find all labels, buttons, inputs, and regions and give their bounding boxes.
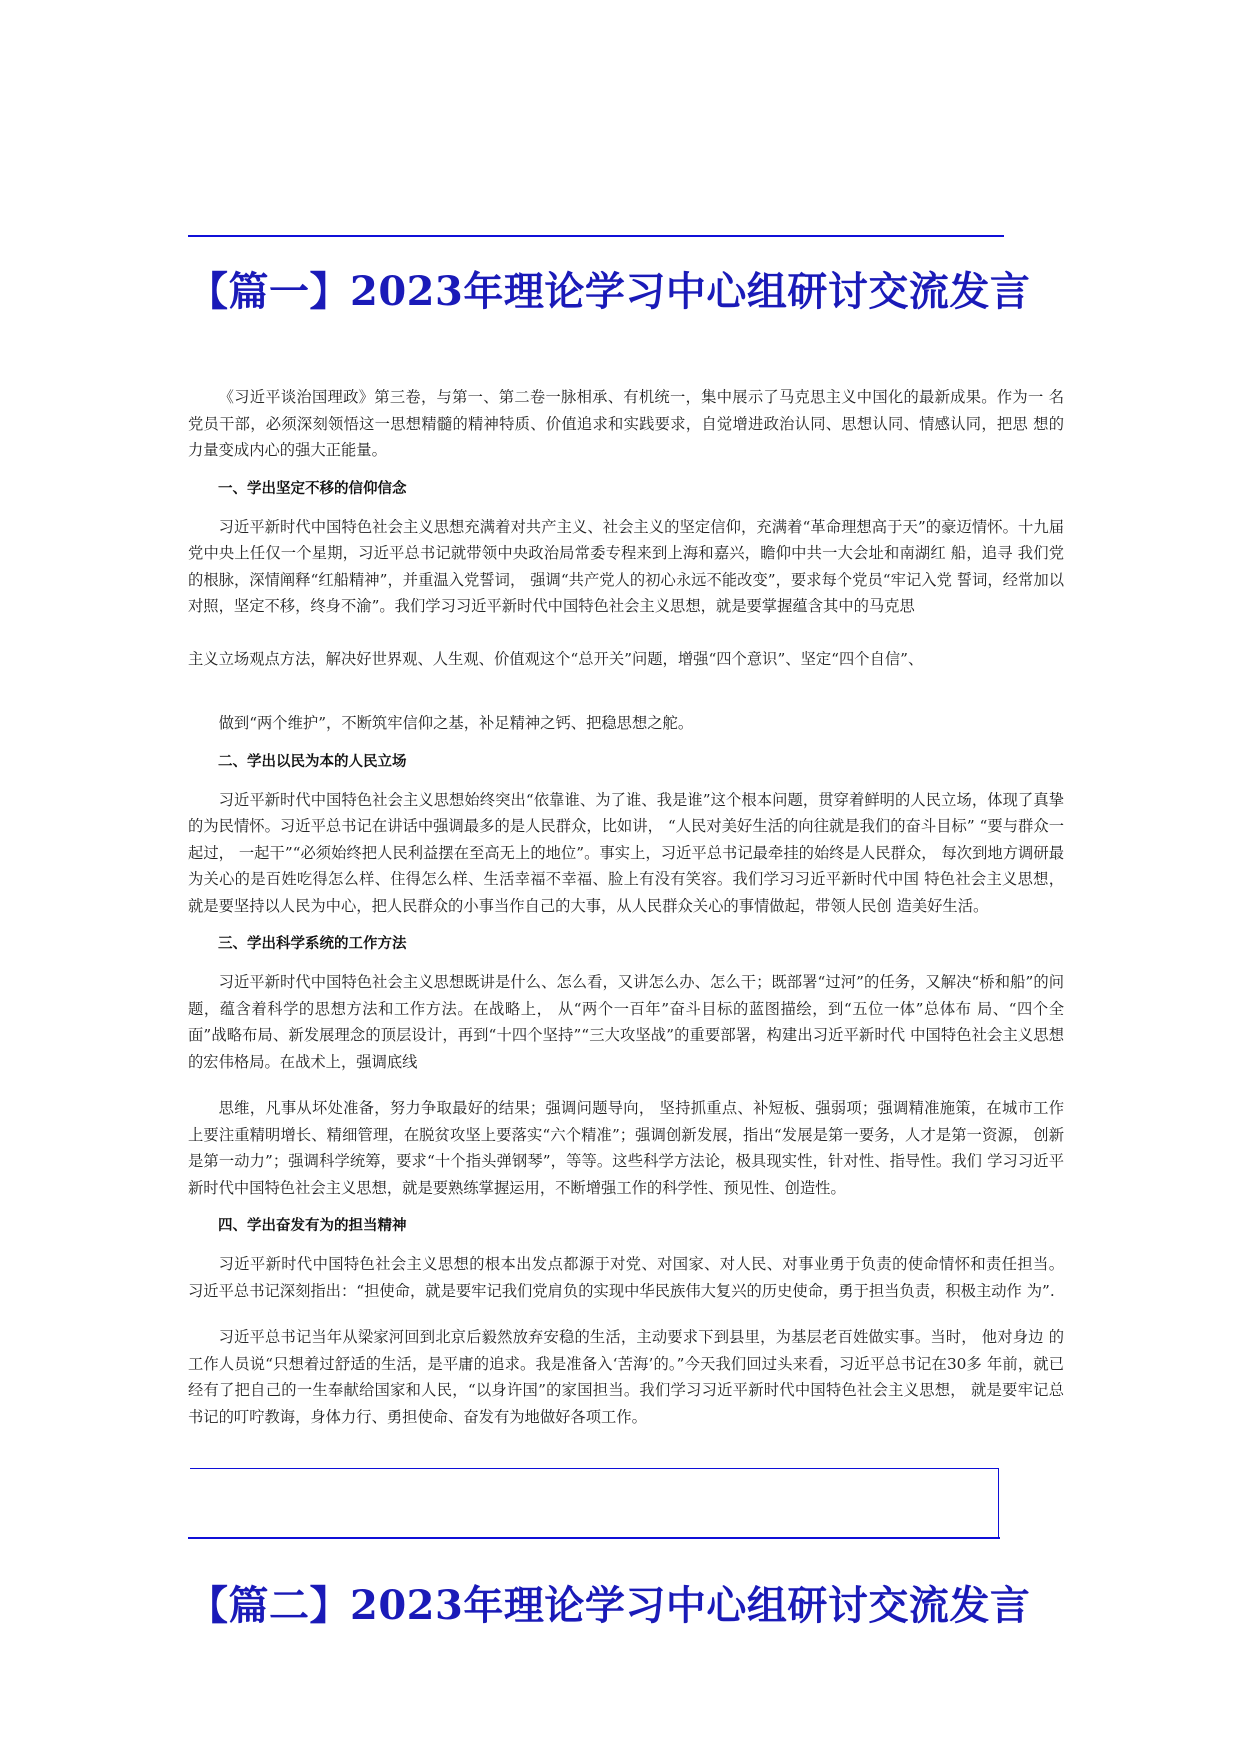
section-1-paragraph-2: 主义立场观点方法，解决好世界观、人生观、价值观这个“总开关”问题，增强“四个意识”、坚定“四个自信”、	[188, 649, 924, 668]
section-3-heading: 三、学出科学系统的工作方法	[218, 936, 407, 952]
article-1-body	[188, 384, 1064, 1430]
section-1-paragraph-3: 做到“两个维护”，不断筑牢信仰之基，补足精神之钙、把稳思想之舵。	[218, 714, 694, 732]
closing-box-top-line	[190, 1468, 998, 1469]
section-2-paragraph-1: 习近平新时代中国特色社会主义思想始终突出“依靠谁、为了谁、我是谁”这个根本问题，贯穿着鲜明的人民立场，体现了真挚的为民情怀。习近平总书记在讲话中强调最多的是人民群众，比如讲， “人民对美好生活的向往就是我们的奋斗目标” “要与群众一起过， 一起干”“必须始终把人民利益摆在至高无上的地位”。事实上，习近平总书记最牵挂的始终是人民群众， 每次到地方调研最为关心的是百姓吃得怎么样、住得怎么样、生活幸福不幸福、脸上有没有笑容。我们学习习近平新时代中国 特色社会主义思想，就是要坚持以人民为中心，把人民群众的小事当作自己的大事，从人民群众关心的事情做起，带领人民创 造美好生活。	[188, 790, 1064, 915]
section-1-heading: 一、学出坚定不移的信仰信念	[218, 480, 407, 497]
top-divider	[188, 235, 1004, 237]
article-2-title: 【篇二】2023年理论学习中心组研讨交流发言	[188, 1582, 1031, 1629]
section-1-paragraph-1: 习近平新时代中国特色社会主义思想充满着对共产主义、社会主义的坚定信仰，充满着“革命理想高于天”的豪迈情怀。十九届党中央上任仅一个星期，习近平总书记就带领中央政治局常委专程来到上海和嘉兴，瞻仰中共一大会址和南湖红 船，追寻 我们党的根脉，深情阐释“红船精神”，并重温入党誓词， 强调“共产党人的初心永远不能改变”，要求每个党员“牢记入党 誓词，经常加以对照，坚定不移，终身不渝”。我们学习习近平新时代中国特色社会主义思想，就是要掌握蕴含其中的马克思	[188, 517, 1064, 615]
closing-box-right-line	[998, 1468, 999, 1538]
section-4-paragraph-2: 习近平总书记当年从梁家河回到北京后毅然放弃安稳的生活，主动要求下到县里，为基层老百姓做实事。当时， 他对身边 的工作人员说“只想着过舒适的生活，是平庸的追求。我是准备入‘苦海’的。”今天我们回过头来看，习近平总书记在30多 年前，就已经有了把自己的一生奉献给国家和人民，“以身许国”的家国担当。我们学习习近平新时代中国特色社会主义思想， 就是要牢记总书记的叮咛教诲，身体力行、勇担使命、奋发有为地做好各项工作。	[188, 1328, 1064, 1426]
section-3-paragraph-1: 习近平新时代中国特色社会主义思想既讲是什么、怎么看，又讲怎么办、怎么干；既部署“过河”的任务，又解决“桥和船”的问题，蕴含着科学的思想方法和工作方法。在战略上， 从“两个一百年”奋斗目标的蓝图描绘，到“五位一体”总体布 局、“四个全面”战略布局、新发展理念的顶层设计，再到“十四个坚持”“三大攻坚战”的重要部署，构建出习近平新时代 中国特色社会主义思想的宏伟格局。在战术上，强调底线	[188, 973, 1064, 1071]
section-4-paragraph-1: 习近平新时代中国特色社会主义思想的根本出发点都源于对党、对国家、对人民、对事业勇于负责的使命情怀和责任担当。 习近平总书记深刻指出：“担使命，就是要牢记我们党肩负的实现中华民族伟大复兴的历史使命，勇于担当负责，积极主动作 为”.	[188, 1255, 1064, 1300]
section-2-heading: 二、学出以民为本的人民立场	[218, 753, 407, 770]
intro-paragraph: 《习近平谈治国理政》第三卷，与第一、第二卷一脉相承、有机统一，集中展示了马克思主义中国化的最新成果。作为一 名党员干部，必须深刻领悟这一思想精髓的精神特质、价值追求和实践要求，自觉增进政治认同、思想认同、情感认同，把思 想的力量变成内心的强大正能量。	[188, 388, 1064, 459]
section-4-heading: 四、学出奋发有为的担当精神	[218, 1218, 407, 1234]
article-1-title: 【篇一】2023年理论学习中心组研讨交流发言	[188, 268, 1031, 315]
section-3-paragraph-2: 思维，凡事从坏处准备，努力争取最好的结果；强调问题导向， 坚持抓重点、补短板、强弱项；强调精准施策，在城市工作 上要注重精明增长、精细管理，在脱贫攻坚上要落实“六个精准”；强调创新发展，指出“发展是第一要务，人才是第一资源， 创新是第一动力”；强调科学统筹，要求“十个指头弹钢琴”，等等。这些科学方法论，极具现实性，针对性、指导性。我们 学习习近平新时代中国特色社会主义思想，就是要熟练掌握运用，不断增强工作的科学性、预见性、创造性。	[188, 1099, 1064, 1197]
bottom-divider	[188, 1537, 1000, 1539]
